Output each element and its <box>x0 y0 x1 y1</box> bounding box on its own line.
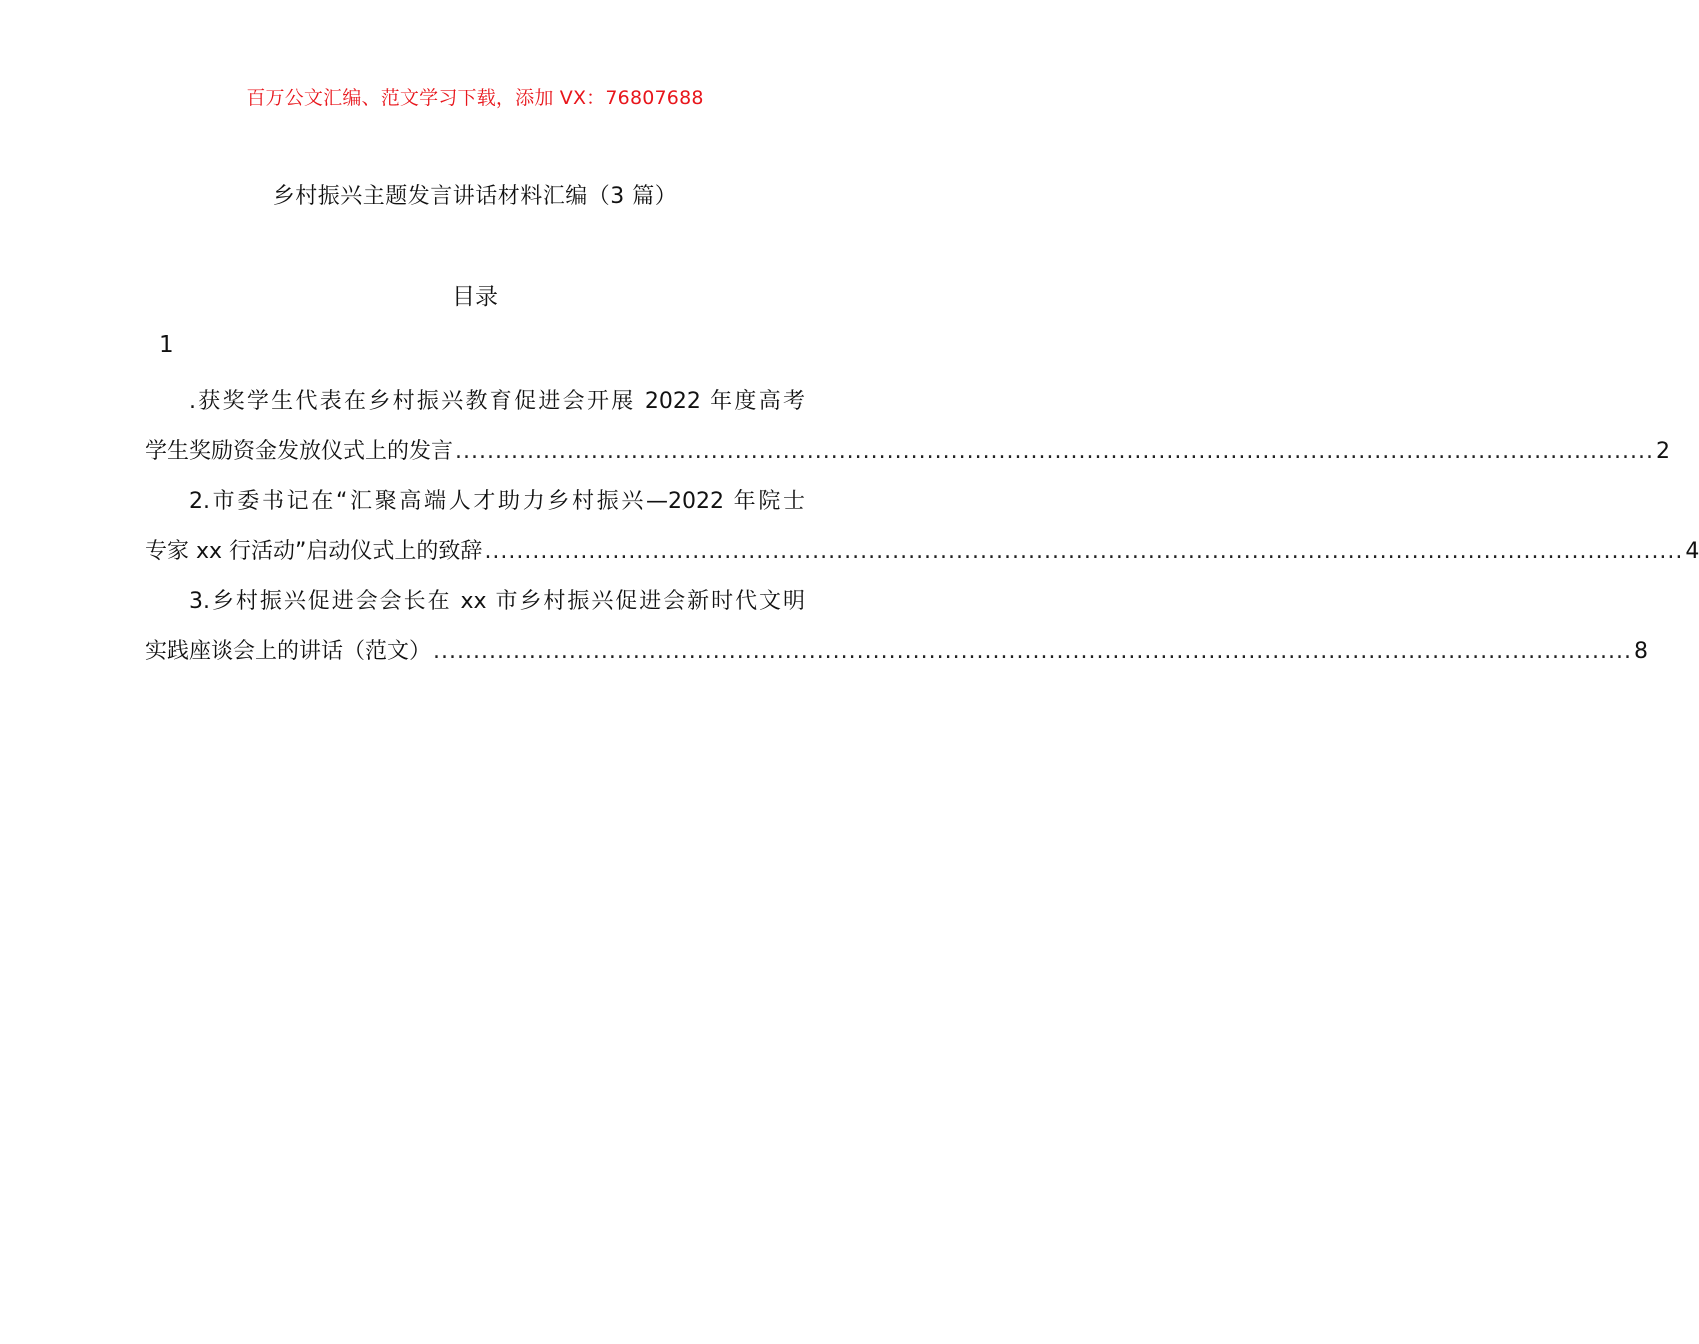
toc-dot-leader: ...................................................................................................................................................... <box>484 539 1684 564</box>
toc-page-number: 8 <box>1634 639 1648 664</box>
toc-dot-leader: ...................................................................................................................................................... <box>455 439 1654 464</box>
toc-entry[interactable] <box>145 377 1670 477</box>
toc-dot-leader: ...................................................................................................................................................... <box>433 639 1632 664</box>
toc-entry-title-line2: 专家 xx 行活动”启动仪式上的致辞 <box>145 539 483 564</box>
toc-heading: 目录 <box>452 284 498 310</box>
toc-entry-title-line2: 实践座谈会上的讲话（范文） <box>145 639 432 664</box>
toc-list <box>145 377 1699 677</box>
toc-entry-title-line1: .获奖学生代表在乡村振兴教育促进会开展 2022 年度高考 <box>189 389 805 414</box>
header-watermark-note: 百万公文汇编、范文学习下载，添加 VX：76807688 <box>246 87 704 109</box>
toc-page-number: 4 <box>1685 539 1699 564</box>
toc-entry-title-line2-row <box>145 427 1670 477</box>
toc-entry-title-line1: 2.市委书记在“汇聚高端人才助力乡村振兴—2022 年院士 <box>189 489 805 514</box>
toc-list-number: 1 <box>159 332 174 358</box>
document-title: 乡村振兴主题发言讲话材料汇编（3 篇） <box>272 184 678 209</box>
toc-entry[interactable] <box>145 477 1699 577</box>
toc-entry-title-line2-row <box>145 627 1648 677</box>
toc-entry[interactable] <box>145 577 1648 677</box>
toc-entry-title-line2: 学生奖励资金发放仪式上的发言 <box>145 439 454 464</box>
toc-entry-title-line1: 3.乡村振兴促进会会长在 xx 市乡村振兴促进会新时代文明 <box>189 589 805 614</box>
toc-page-number: 2 <box>1656 439 1670 464</box>
toc-entry-title-line2-row <box>145 527 1699 577</box>
